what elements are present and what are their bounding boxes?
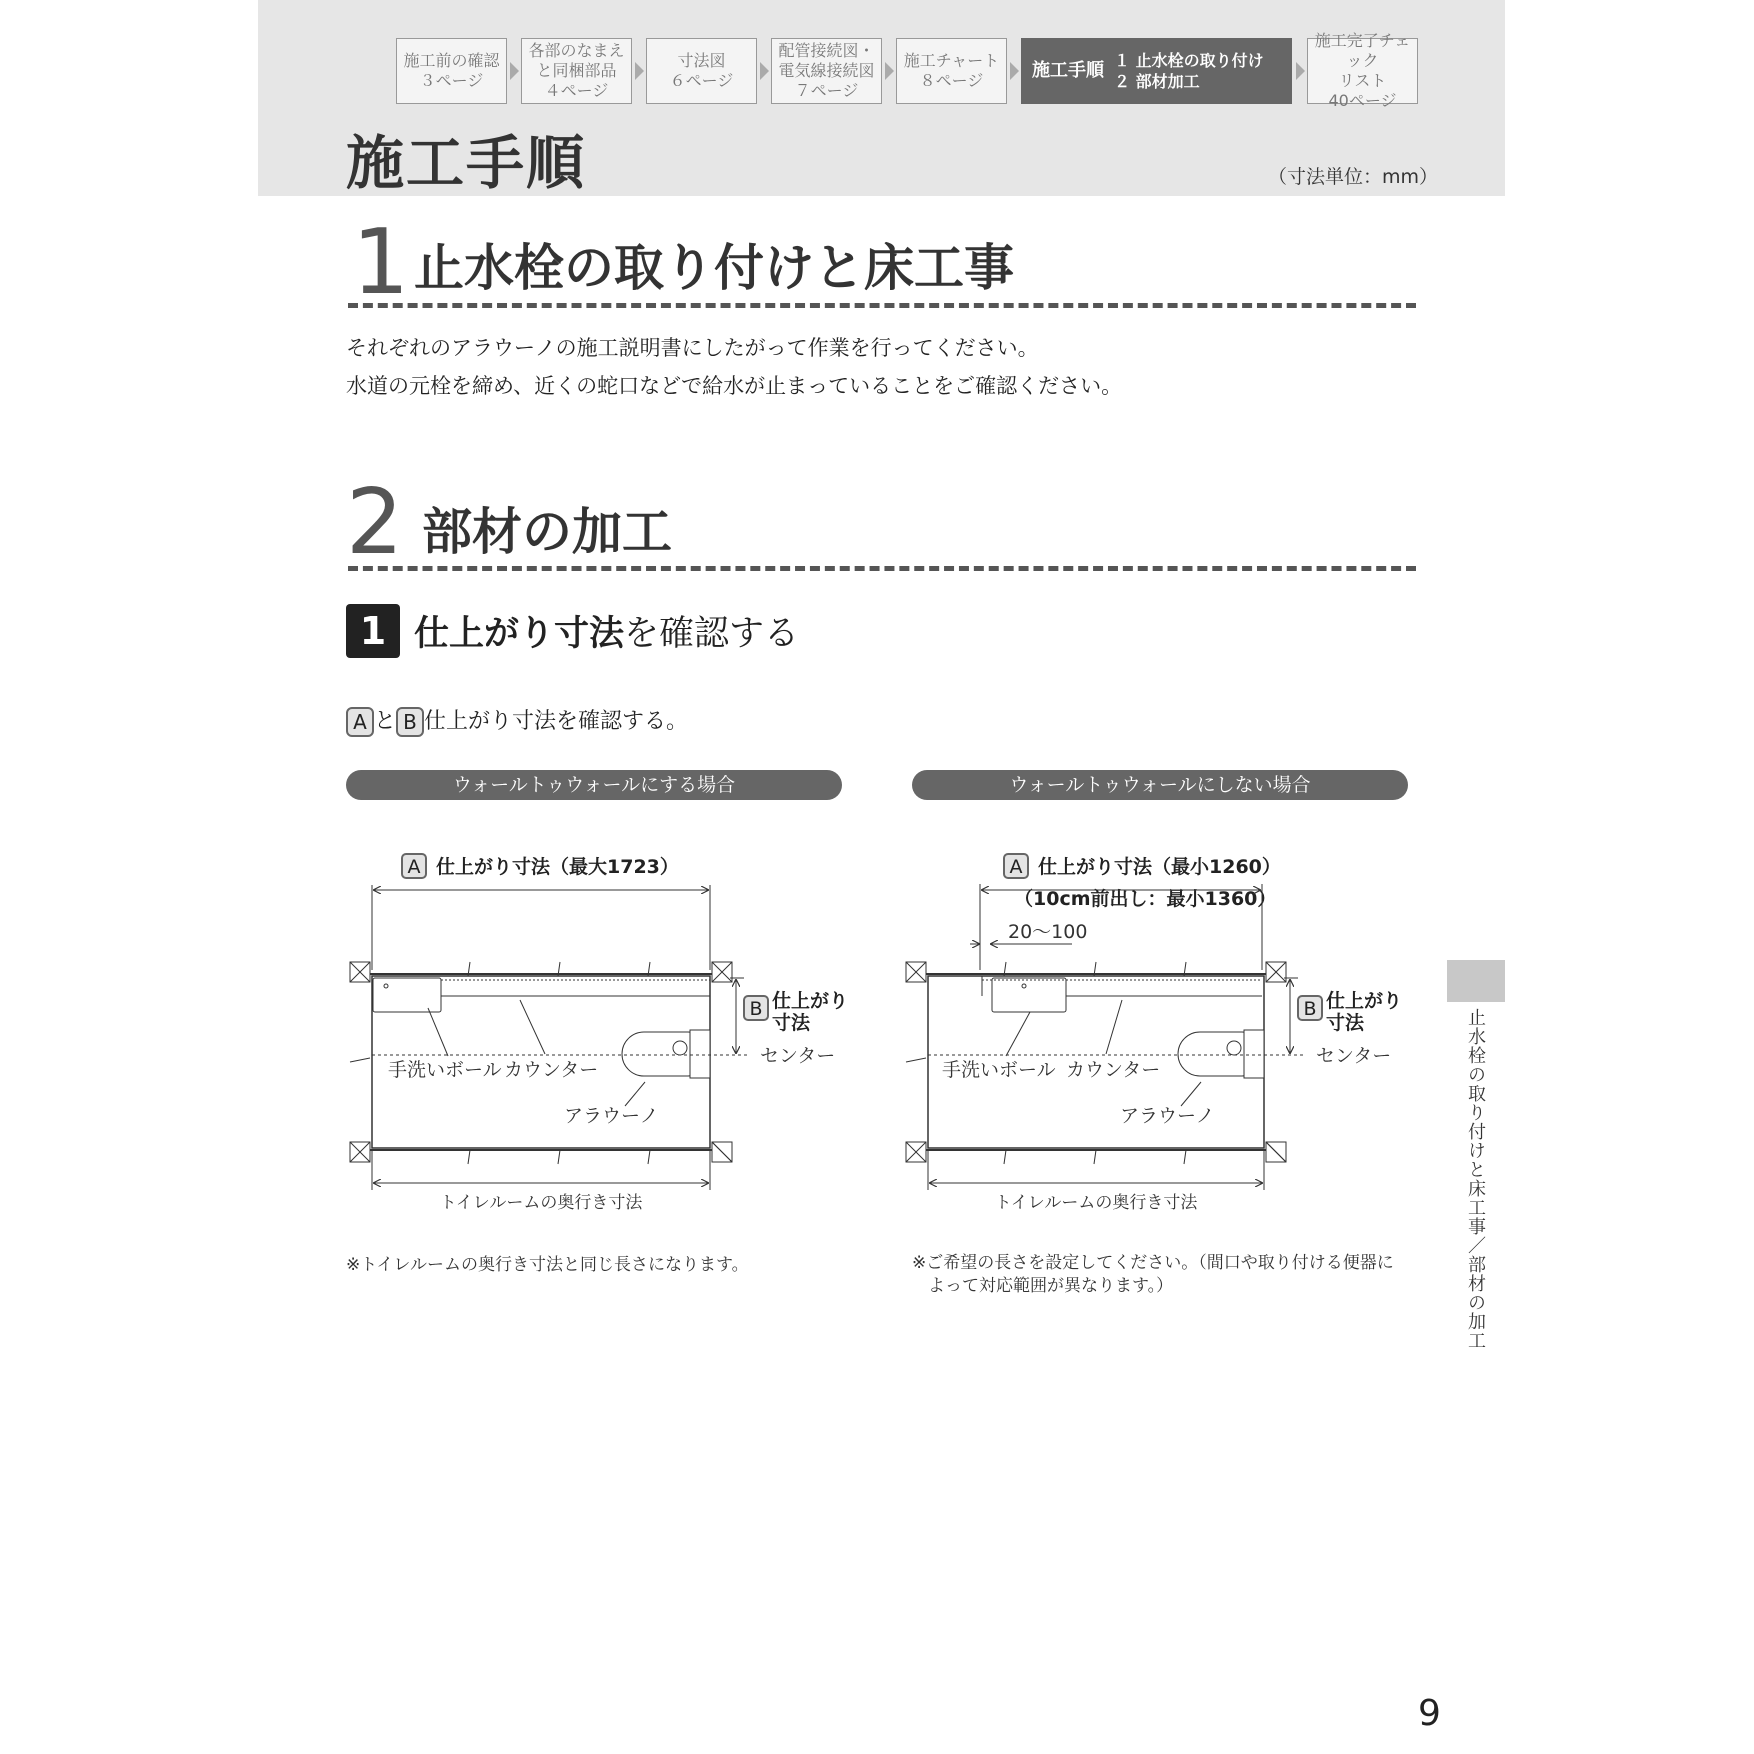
center-label: センター <box>760 1045 836 1067</box>
nav-step-label: 施工前の確認 <box>403 51 500 70</box>
toilet-icon <box>1178 1030 1264 1078</box>
dimension-b-label: 仕上がり <box>772 990 849 1012</box>
section1-divider <box>348 303 1416 308</box>
nav-step-label: 各部のなまえ <box>528 41 625 60</box>
center-label: センター <box>1316 1045 1392 1067</box>
ab-instruction-text: 仕上がり寸法を確認する。 <box>424 709 689 734</box>
nav-step-piping[interactable] <box>771 38 882 104</box>
chevron-right-icon <box>760 62 769 80</box>
section1-number: 1 <box>352 210 410 315</box>
nav-step-completion-checklist[interactable] <box>1307 31 1418 110</box>
sink-label: 手洗いボール <box>942 1059 1056 1081</box>
section2-title: 部材の加工 <box>422 503 672 561</box>
chevron-right-icon <box>1010 62 1019 80</box>
dimension-a-sublabel: （10cm前出し：最小1360） <box>1014 888 1277 910</box>
toilet-label: アラウーノ <box>564 1105 659 1127</box>
nav-step-label: と同梱部品 <box>536 61 617 80</box>
side-section-label: 止水栓の取り付けと床工事／部材の加工 <box>1465 1008 1486 1350</box>
nav-active-title: 施工手順 <box>1032 60 1104 81</box>
nav-active-sub2: ２ 部材加工 <box>1114 72 1200 91</box>
nav-step-page: ６ページ <box>669 71 734 90</box>
step-number-badge: 1 <box>346 604 400 658</box>
left-floorplan-diagram <box>340 850 860 1230</box>
nav-step-label: 配管接続図・ <box>778 41 875 60</box>
sink-bowl <box>373 978 441 1012</box>
dimension-b-label2: 寸法 <box>1326 1012 1365 1034</box>
nav-step-label: 電気線接続図 <box>778 61 875 80</box>
section1-text-line2: 水道の元栓を締め、近くの蛇口などで給水が止まっていることをご確認ください。 <box>346 374 1123 398</box>
nav-step-label: リスト <box>1338 71 1387 90</box>
nav-step-page: 40ページ <box>1328 91 1397 110</box>
depth-label: トイレルームの奥行き寸法 <box>439 1193 643 1213</box>
label-a-letter: A <box>1009 856 1023 878</box>
step-title <box>414 606 799 656</box>
right-case-heading: ウォールトゥウォールにしない場合 <box>912 770 1408 800</box>
ab-instruction <box>346 704 688 737</box>
right-floorplan-diagram <box>896 850 1416 1230</box>
depth-dimension-line <box>372 1150 710 1190</box>
dimension-b-line <box>730 978 744 1054</box>
section1-text-line1: それぞれのアラウーノの施工説明書にしたがって作業を行ってください。 <box>346 336 1039 360</box>
toilet-label: アラウーノ <box>1120 1105 1215 1127</box>
nav-active-sub1: １ 止水栓の取り付け <box>1114 51 1264 70</box>
dimension-b-label: 仕上がり <box>1326 990 1403 1012</box>
toilet-icon <box>622 1030 710 1078</box>
right-note-line1: ※ご希望の長さを設定してください。（間口や取り付ける便器に <box>912 1253 1394 1273</box>
section2-divider <box>348 566 1416 571</box>
nav-step-dimensions[interactable] <box>646 38 757 104</box>
step-title-bold: 仕上がり寸法 <box>414 614 625 654</box>
page-number: 9 <box>1418 1693 1441 1734</box>
ab-connector: と <box>374 709 397 734</box>
unit-note: （寸法単位：mm） <box>1268 166 1439 188</box>
dimension-a-label: 仕上がり寸法（最大1723） <box>436 856 679 878</box>
nav-step-label: 寸法図 <box>677 51 726 70</box>
nav-step-page: ３ページ <box>419 71 484 90</box>
sink-bowl <box>992 978 1066 1012</box>
chevron-right-icon <box>635 62 644 80</box>
nav-step-label: 施工完了チェック <box>1314 31 1411 70</box>
section1-title: 止水栓の取り付けと床工事 <box>414 239 1014 297</box>
left-note: ※トイレルームの奥行き寸法と同じ長さになります。 <box>346 1255 749 1275</box>
label-b-box: B <box>396 707 424 737</box>
dimension-b-label2: 寸法 <box>772 1012 811 1034</box>
nav-step-page: ８ページ <box>919 71 984 90</box>
step-title-rest: を確認する <box>624 614 800 654</box>
side-index-tab[interactable] <box>1447 960 1505 1002</box>
sink-label: 手洗いボール <box>388 1059 502 1081</box>
dimension-a-label: 仕上がり寸法（最小1260） <box>1038 856 1281 878</box>
right-note-line2: よって対応範囲が異なります。） <box>928 1276 1174 1296</box>
chevron-right-icon <box>885 62 894 80</box>
depth-dimension-line <box>928 1150 1264 1190</box>
chevron-right-icon <box>1296 62 1305 80</box>
nav-step-part-names[interactable] <box>521 38 632 104</box>
label-a-letter: A <box>407 856 421 878</box>
nav-step-page: ７ページ <box>794 81 859 100</box>
dimension-b-line <box>1284 978 1298 1054</box>
nav-step-chart[interactable] <box>896 38 1007 104</box>
nav-active-subitems <box>1114 50 1264 92</box>
nav-step-page: ４ページ <box>544 81 609 100</box>
nav-step-pre-check[interactable] <box>396 38 507 104</box>
left-case-heading: ウォールトゥウォールにする場合 <box>346 770 842 800</box>
label-b-letter: B <box>749 998 763 1020</box>
counter-label: カウンター <box>1066 1059 1161 1081</box>
label-a-box: A <box>346 707 374 737</box>
nav-step-label: 施工チャート <box>903 51 1000 70</box>
nav-step-procedure-active[interactable] <box>1021 38 1292 104</box>
right-note <box>912 1252 1394 1298</box>
chevron-right-icon <box>510 62 519 80</box>
counter-label: カウンター <box>504 1059 599 1081</box>
page-title: 施工手順 <box>346 129 587 197</box>
offset-label: 20～100 <box>1008 921 1088 943</box>
section2-number: 2 <box>346 470 404 575</box>
depth-label: トイレルームの奥行き寸法 <box>994 1193 1198 1213</box>
dimension-a-line <box>372 885 710 970</box>
label-b-letter: B <box>1303 998 1317 1020</box>
